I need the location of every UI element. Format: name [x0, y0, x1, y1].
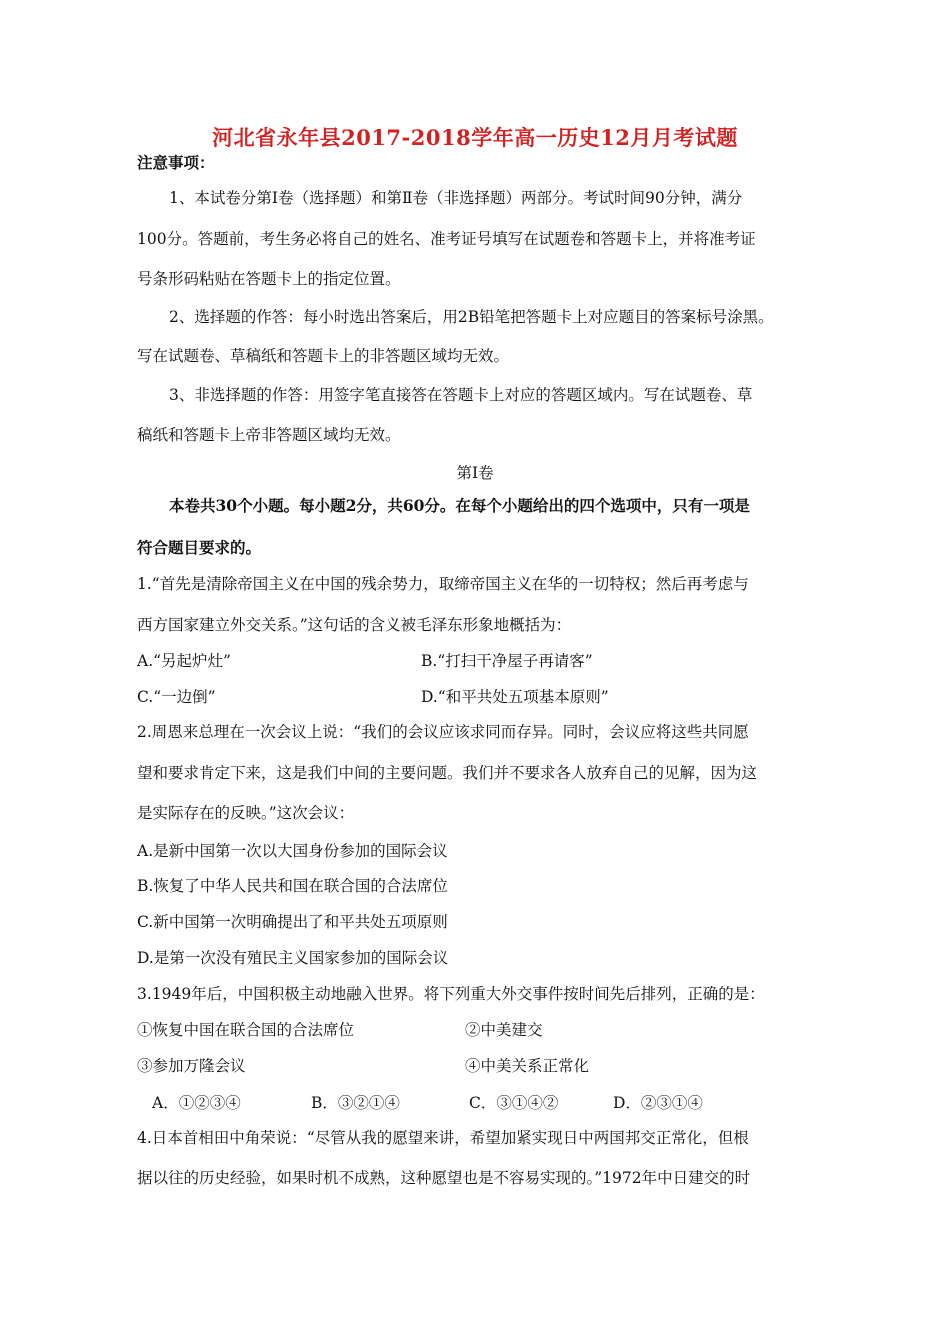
notice-item-1-line-3: 号条形码粘贴在答题卡上的指定位置。 — [137, 270, 401, 288]
question-2-option-c: C.新中国第一次明确提出了和平共处五项原则 — [137, 913, 448, 931]
question-2-option-d: D.是第一次没有殖民主义国家参加的国际会议 — [137, 949, 449, 967]
question-3-option-d: D．②③①④ — [613, 1094, 703, 1112]
section-instructions-line-1: 本卷共30个小题。每小题2分，共60分。在每个小题给出的四个选项中，只有一项是 — [169, 496, 750, 515]
question-1-option-a: A.“另起炉灶” — [137, 652, 231, 670]
section-title: 第Ⅰ卷 — [456, 464, 494, 482]
notice-item-1-line-1: 1、本试卷分第Ⅰ卷（选择题）和第Ⅱ卷（非选择题）两部分。考试时间90分钟，满分 — [169, 189, 743, 207]
question-3-item-2: ②中美建交 — [465, 1021, 543, 1039]
question-1-option-c: C.“一边倒” — [137, 688, 216, 706]
question-3-stem: 3.1949年后，中国积极主动地融入世界。将下列重大外交事件按时间先后排列，正确的是： — [137, 985, 765, 1003]
notice-item-3-line-2: 稿纸和答题卡上帝非答题区域均无效。 — [137, 426, 401, 444]
notice-item-2-line-1: 2、选择题的作答：每小时选出答案后，用2B铅笔把答题卡上对应题目的答案标号涂黑。 — [169, 308, 774, 326]
question-3-item-3: ③参加万隆会议 — [137, 1057, 246, 1075]
question-2-stem-line-1: 2.周恩来总理在一次会议上说：“我们的会议应该求同而存异。同时，会议应将这些共同愿 — [137, 723, 749, 741]
notice-item-2-line-2: 写在试题卷、草稿纸和答题卡上的非答题区域均无效。 — [137, 347, 510, 365]
question-4-stem-line-2: 据以往的历史经验，如果时机不成熟，这种愿望也是不容易实现的。”1972年中日建交的时 — [137, 1169, 751, 1187]
exam-title: 河北省永年县2017-2018学年高一历史12月月考试题 — [212, 125, 738, 150]
notice-item-3-line-1: 3、非选择题的作答：用签字笔直接答在答题卡上对应的答题区域内。写在试题卷、草 — [169, 386, 753, 404]
question-3-option-c: C．③①④② — [469, 1094, 559, 1112]
question-3-item-4: ④中美关系正常化 — [465, 1057, 590, 1075]
question-2-option-b: B.恢复了中华人民共和国在联合国的合法席位 — [137, 877, 448, 895]
notice-heading: 注意事项： — [137, 153, 215, 172]
question-2-stem-line-3: 是实际存在的反映。”这次会议： — [137, 804, 355, 822]
question-3-option-b: B．③②①④ — [311, 1094, 400, 1112]
question-2-stem-line-2: 望和要求肯定下来，这是我们中间的主要问题。我们并不要求各人放弃自己的见解，因为这 — [137, 764, 758, 782]
question-2-option-a: A.是新中国第一次以大国身份参加的国际会议 — [137, 842, 448, 860]
question-1-option-d: D.“和平共处五项基本原则” — [421, 688, 609, 706]
question-3-option-a: A．①②③④ — [152, 1094, 241, 1112]
question-1-stem-line-1: 1.“首先是清除帝国主义在中国的残余势力，取缔帝国主义在华的一切特权；然后再考虑与 — [137, 575, 749, 593]
notice-item-1-line-2: 100分。答题前，考生务必将自己的姓名、准考证号填写在试题卷和答题卡上，并将准考证 — [137, 230, 756, 248]
question-1-option-b: B.“打扫干净屋子再请客” — [421, 652, 593, 670]
question-4-stem-line-1: 4.日本首相田中角荣说：“尽管从我的愿望来讲，希望加紧实现日中两国邦交正常化，但根 — [137, 1129, 749, 1147]
question-1-stem-line-2: 西方国家建立外交关系。”这句话的含义被毛泽东形象地概括为： — [137, 616, 572, 634]
section-instructions-line-2: 符合题目要求的。 — [137, 538, 262, 557]
question-3-item-1: ①恢复中国在联合国的合法席位 — [137, 1021, 355, 1039]
